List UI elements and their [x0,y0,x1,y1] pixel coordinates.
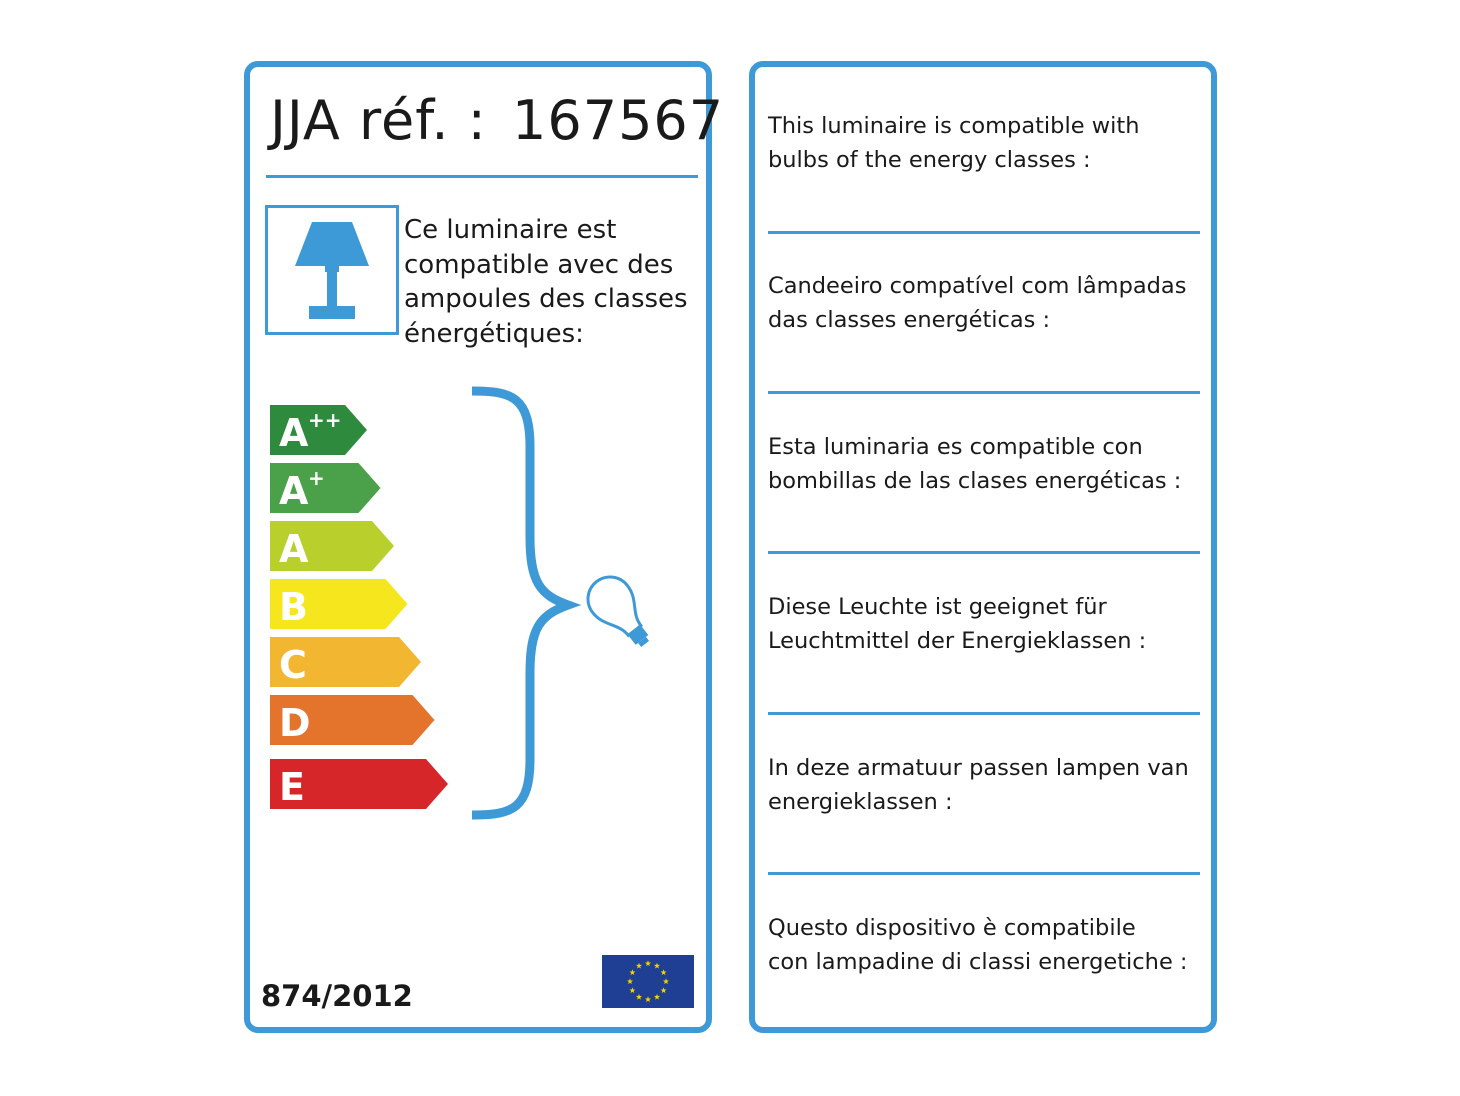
energy-class-label: A [279,469,309,513]
statement-divider [768,872,1200,875]
statement-divider [768,231,1200,234]
energy-class-label: D [279,701,311,745]
compatibility-statement [768,911,1208,979]
energy-class-label: A [279,527,309,571]
energy-class-superscript: + [308,466,325,490]
compatibility-statement [768,751,1208,819]
grouping-brace [472,391,568,815]
energy-class-label: E [279,765,305,809]
energy-class-arrow [270,579,408,629]
label-right-panel [749,61,1217,1033]
statement-line-2: das classes energéticas : [768,307,1051,333]
compatibility-statement [768,430,1208,498]
statement-divider [768,712,1200,715]
energy-class-superscript: ++ [308,408,342,432]
statement-line-2: bulbs of the energy classes : [768,147,1091,173]
statement-line-1: Diese Leuchte ist geeignet für [768,594,1107,620]
energy-class-arrow [270,521,394,571]
statement-line-2: bombillas de las clases energéticas : [768,468,1182,494]
statement-divider [768,551,1200,554]
lamp-icon [265,205,399,335]
energy-class-arrow [270,759,448,809]
energy-class-arrow [270,637,421,687]
label-left-panel [244,61,725,1033]
eu-flag-icon [602,955,694,1008]
statement-line-1: Esta luminaria es compatible con [768,434,1143,460]
energy-class-label: A [279,411,309,455]
regulation-number: 874/2012 [261,979,413,1013]
compatibility-statement [768,109,1208,177]
reference-title [270,89,725,153]
compatibility-statement [768,590,1208,658]
compatibility-statement [768,269,1208,337]
bulb-icon [579,568,662,657]
statement-line-2: energieklassen : [768,789,953,815]
statement-divider [768,391,1200,394]
energy-class-label: C [279,643,307,687]
energy-class-label: B [279,585,308,629]
statement-line-1: This luminaire is compatible with [768,113,1140,139]
energy-class-scale [250,377,706,847]
reference-label: JJA réf. : [270,89,487,152]
statement-line-1: In deze armatuur passen lampen van [768,755,1189,781]
reference-number: 167567 [512,89,725,152]
energy-class-arrow [270,695,435,745]
statement-line-1: Candeeiro compatível com lâmpadas [768,273,1187,299]
energy-class-arrow [270,405,367,455]
statement-line-2: Leuchtmittel der Energieklassen : [768,628,1147,654]
energy-class-arrow [270,463,381,513]
statement-line-1: Questo dispositivo è compatibile [768,915,1136,941]
french-compatibility-text: Ce luminaire est compatible avec des ampoules des classes énergétiques: [404,215,688,349]
title-divider [266,175,698,178]
statement-line-2: con lampadine di classi energetiche : [768,949,1188,975]
